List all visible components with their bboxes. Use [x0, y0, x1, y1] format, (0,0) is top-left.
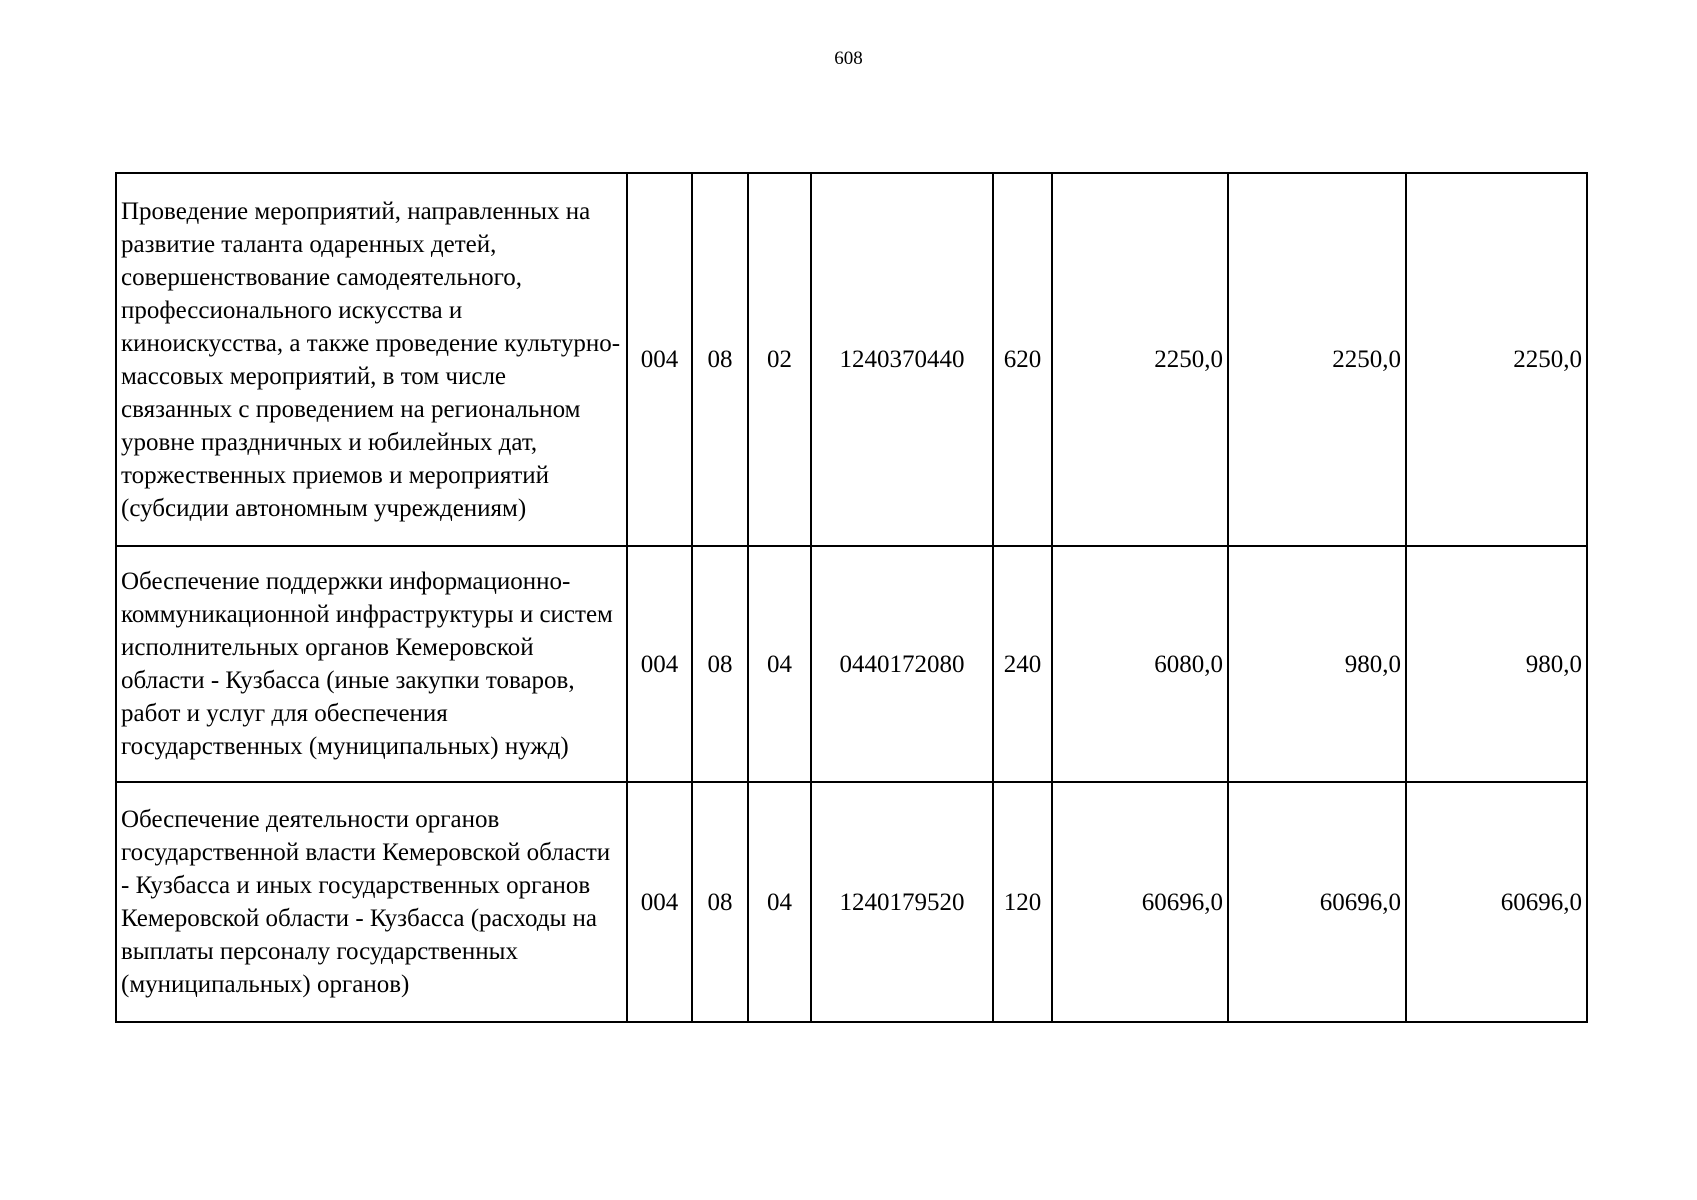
section-code: 08 — [692, 782, 748, 1022]
expense-type-code: 120 — [993, 782, 1052, 1022]
row-description: Проведение мероприятий, направленных на развитие таланта одаренных детей, совершенствование самодеятельного, профессионального искусства и киноискусства, а также проведение культурно-массовых мероприятий, в том числе связанных с проведением на региональном уровне праздничных и юбилейных дат, торжественных приемов и мероприятий (субсидии автономным учреждениям) — [116, 173, 627, 546]
subsection-code: 04 — [748, 546, 811, 782]
table-row — [116, 782, 1587, 1022]
subsection-code: 04 — [748, 782, 811, 1022]
amount-2: 980,0 — [1228, 546, 1406, 782]
amount-1: 2250,0 — [1052, 173, 1228, 546]
section-code: 08 — [692, 173, 748, 546]
ministry-code: 004 — [627, 173, 692, 546]
target-article-code: 1240370440 — [811, 173, 993, 546]
expense-type-code: 620 — [993, 173, 1052, 546]
amount-3: 2250,0 — [1406, 173, 1587, 546]
ministry-code: 004 — [627, 782, 692, 1022]
budget-table — [115, 172, 1588, 1023]
expense-type-code: 240 — [993, 546, 1052, 782]
amount-2: 60696,0 — [1228, 782, 1406, 1022]
amount-2: 2250,0 — [1228, 173, 1406, 546]
target-article-code: 1240179520 — [811, 782, 993, 1022]
amount-3: 980,0 — [1406, 546, 1587, 782]
target-article-code: 0440172080 — [811, 546, 993, 782]
amount-3: 60696,0 — [1406, 782, 1587, 1022]
table-row — [116, 173, 1587, 546]
section-code: 08 — [692, 546, 748, 782]
amount-1: 6080,0 — [1052, 546, 1228, 782]
row-description: Обеспечение поддержки информационно-коммуникационной инфраструктуры и систем исполнительных органов Кемеровской области - Кузбасса (иные закупки товаров, работ и услуг для обеспечения государственных (муниципальных) нужд) — [116, 546, 627, 782]
amount-1: 60696,0 — [1052, 782, 1228, 1022]
page-number: 608 — [834, 48, 863, 69]
table-row — [116, 546, 1587, 782]
row-description: Обеспечение деятельности органов государственной власти Кемеровской области - Кузбасса и иных государственных органов Кемеровской области - Кузбасса (расходы на выплаты персоналу государственных (муниципальных) органов) — [116, 782, 627, 1022]
ministry-code: 004 — [627, 546, 692, 782]
subsection-code: 02 — [748, 173, 811, 546]
